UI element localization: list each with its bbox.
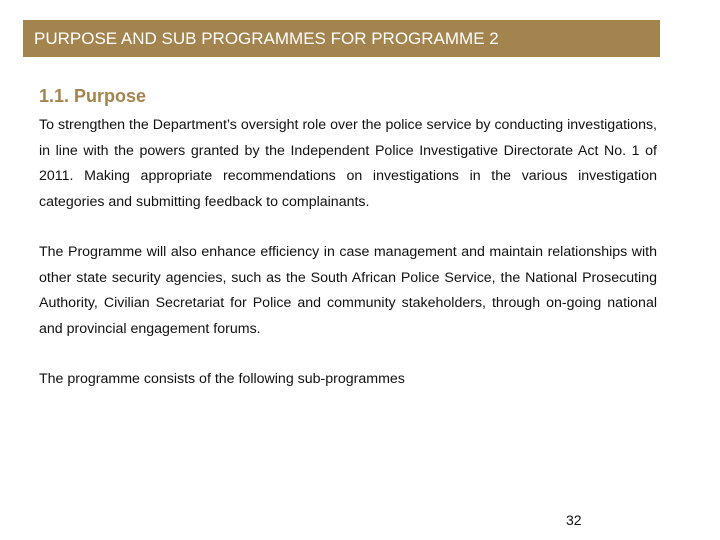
page-title: PURPOSE AND SUB PROGRAMMES FOR PROGRAMME 2 (34, 29, 499, 48)
section-heading: 1.1. Purpose (39, 86, 147, 106)
title-bar (23, 20, 660, 57)
page-number: 32 (566, 512, 582, 528)
efficiency-paragraph: The Programme will also enhance efficiency in case management and maintain relationships with other state security agencies, such as the South African Police Service, the National Prosecuting Authority, Civilian Secretariat for Police and community stakeholders, through on-going national and provincial engagement forums. (39, 244, 657, 338)
purpose-paragraph: To strengthen the Department’s oversight role over the police service by conducting investigations, in line with the powers granted by the Independent Police Investigative Directorate Act No. 1 of 2011. Making appropriate recommendations on investigations in the various investigation categories and submitting feedback to complainants. (39, 117, 657, 211)
sub-programmes-intro: The programme consists of the following sub-programmes (39, 371, 405, 387)
